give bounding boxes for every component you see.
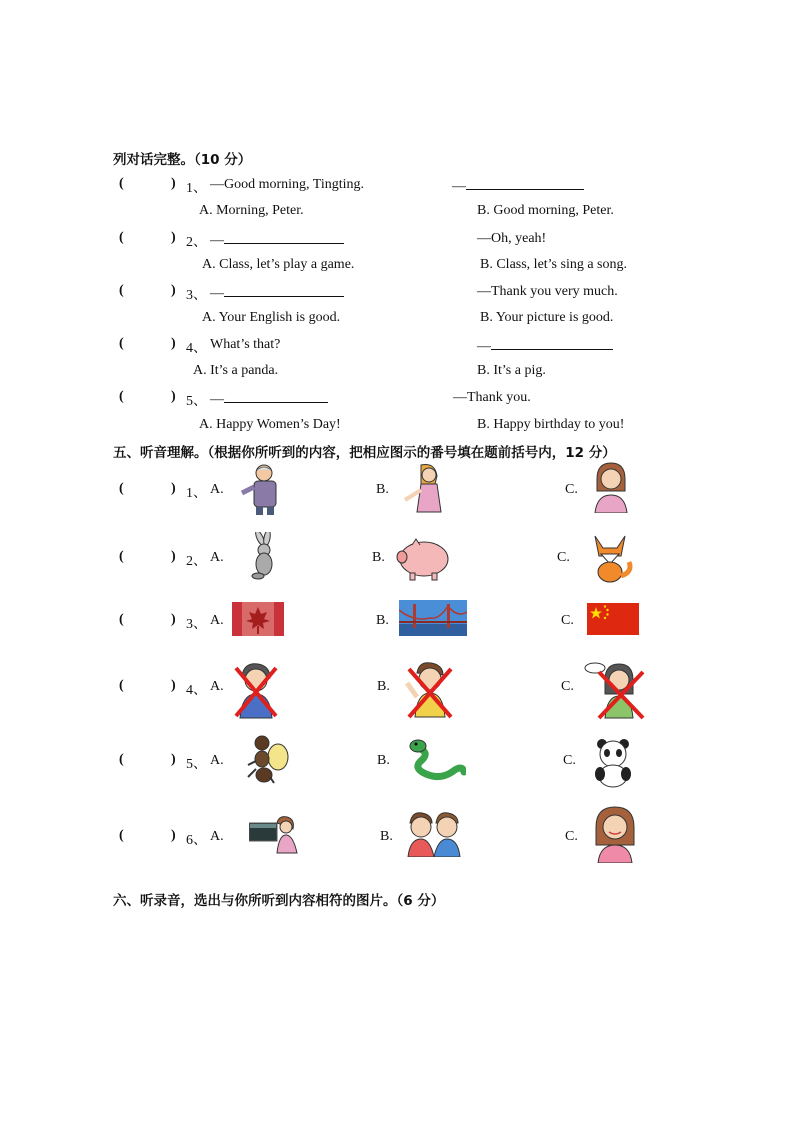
item-number: 3、 — [186, 288, 207, 303]
answer-paren-close: ) — [171, 283, 176, 298]
answer-paren-open: ( — [119, 828, 124, 843]
answer-paren-open: ( — [119, 612, 124, 627]
panda-icon[interactable] — [588, 736, 638, 788]
option-a: A. Morning, Peter. — [199, 203, 304, 218]
section4-heading: 列对话完整。（10 分） — [113, 152, 252, 168]
choice-b-label: B. — [372, 550, 385, 565]
option-a: A. Your English is good. — [202, 310, 341, 325]
answer-paren-close: ) — [171, 752, 176, 767]
choice-c-label: C. — [561, 679, 574, 694]
choice-a-label: A. — [210, 829, 224, 844]
answer-blank[interactable] — [224, 231, 344, 244]
grandpa-icon[interactable] — [238, 463, 288, 515]
answer-paren-open: ( — [119, 230, 124, 245]
item-number: 3、 — [186, 617, 207, 632]
dialogue-prompt: What’s that? — [210, 337, 281, 352]
choice-a-label: A. — [210, 753, 224, 768]
dialogue-reply: —Thank you. — [453, 390, 531, 405]
answer-blank[interactable] — [224, 284, 344, 297]
item-number: 4、 — [186, 341, 207, 356]
answer-paren-close: ) — [171, 828, 176, 843]
answer-paren-close: ) — [171, 176, 176, 191]
answer-paren-open: ( — [119, 336, 124, 351]
choice-b-label: B. — [380, 829, 393, 844]
rabbit-icon[interactable] — [244, 532, 282, 580]
option-b: B. It’s a pig. — [477, 363, 546, 378]
choice-a-label: A. — [210, 550, 224, 565]
ant-icon[interactable] — [244, 733, 290, 785]
answer-blank[interactable] — [491, 337, 613, 350]
item-number: 1、 — [186, 181, 207, 196]
dialogue-reply: — — [452, 177, 584, 195]
choice-c-label: C. — [563, 753, 576, 768]
option-b: B. Your picture is good. — [480, 310, 614, 325]
answer-paren-close: ) — [171, 481, 176, 496]
canada-flag-icon[interactable] — [232, 602, 284, 636]
mother-icon[interactable] — [401, 462, 449, 514]
section5-heading: 五、听音理解。（根据你所听到的内容，把相应图示的番号填在题前括号内，12 分） — [113, 445, 616, 461]
choice-b-label: B. — [377, 679, 390, 694]
answer-paren-close: ) — [171, 549, 176, 564]
dialogue-reply: —Oh, yeah! — [477, 231, 547, 246]
item-number: 2、 — [186, 235, 207, 250]
answer-paren-open: ( — [119, 549, 124, 564]
choice-b-label: B. — [376, 613, 389, 628]
answer-paren-open: ( — [119, 752, 124, 767]
answer-paren-close: ) — [171, 389, 176, 404]
answer-paren-open: ( — [119, 481, 124, 496]
option-b: B. Good morning, Peter. — [477, 203, 614, 218]
answer-blank[interactable] — [466, 177, 584, 190]
boy-crossed-icon[interactable] — [232, 660, 280, 720]
choice-c-label: C. — [565, 482, 578, 497]
answer-paren-close: ) — [171, 336, 176, 351]
choice-a-label: A. — [210, 482, 224, 497]
option-b: B. Class, let’s sing a song. — [480, 257, 628, 272]
choice-a-label: A. — [210, 613, 224, 628]
section6-heading: 六、听录音，选出与你所听到内容相符的图片。（6 分） — [113, 893, 445, 909]
answer-paren-open: ( — [119, 389, 124, 404]
dialogue-reply: — — [477, 337, 613, 355]
snake-icon[interactable] — [404, 738, 466, 782]
dialogue-reply: —Thank you very much. — [477, 284, 618, 299]
dialogue-prompt: — — [210, 284, 344, 302]
choice-c-label: C. — [557, 550, 570, 565]
item-number: 6、 — [186, 833, 207, 848]
boy-waving-crossed-icon[interactable] — [403, 659, 455, 719]
item-number: 5、 — [186, 394, 207, 409]
answer-paren-close: ) — [171, 678, 176, 693]
china-flag-icon[interactable] — [587, 603, 639, 635]
item-number: 2、 — [186, 554, 207, 569]
option-b: B. Happy birthday to you! — [477, 417, 625, 432]
girl-speaking-crossed-icon[interactable] — [583, 660, 647, 720]
answer-paren-close: ) — [171, 230, 176, 245]
dialogue-prompt: — — [210, 231, 344, 249]
teacher-icon[interactable] — [249, 815, 299, 855]
two-boys-icon[interactable] — [406, 809, 462, 857]
dialogue-prompt: —Good morning, Tingting. — [210, 177, 365, 192]
choice-c-label: C. — [565, 829, 578, 844]
option-a: A. Class, let’s play a game. — [202, 257, 355, 272]
choice-b-label: B. — [377, 753, 390, 768]
answer-paren-open: ( — [119, 283, 124, 298]
option-a: A. Happy Women’s Day! — [199, 417, 341, 432]
choice-b-label: B. — [376, 482, 389, 497]
girl-icon[interactable] — [587, 461, 635, 513]
item-number: 5、 — [186, 757, 207, 772]
fox-icon[interactable] — [587, 532, 633, 584]
answer-paren-close: ) — [171, 612, 176, 627]
answer-paren-open: ( — [119, 678, 124, 693]
golden-gate-bridge-icon[interactable] — [399, 600, 467, 636]
dialogue-prompt: — — [210, 390, 328, 408]
answer-paren-open: ( — [119, 176, 124, 191]
item-number: 4、 — [186, 683, 207, 698]
choice-c-label: C. — [561, 613, 574, 628]
pig-icon[interactable] — [394, 537, 452, 581]
answer-blank[interactable] — [224, 390, 328, 403]
girl-smiling-icon[interactable] — [590, 805, 640, 863]
item-number: 1、 — [186, 486, 207, 501]
choice-a-label: A. — [210, 679, 224, 694]
option-a: A. It’s a panda. — [193, 363, 279, 378]
